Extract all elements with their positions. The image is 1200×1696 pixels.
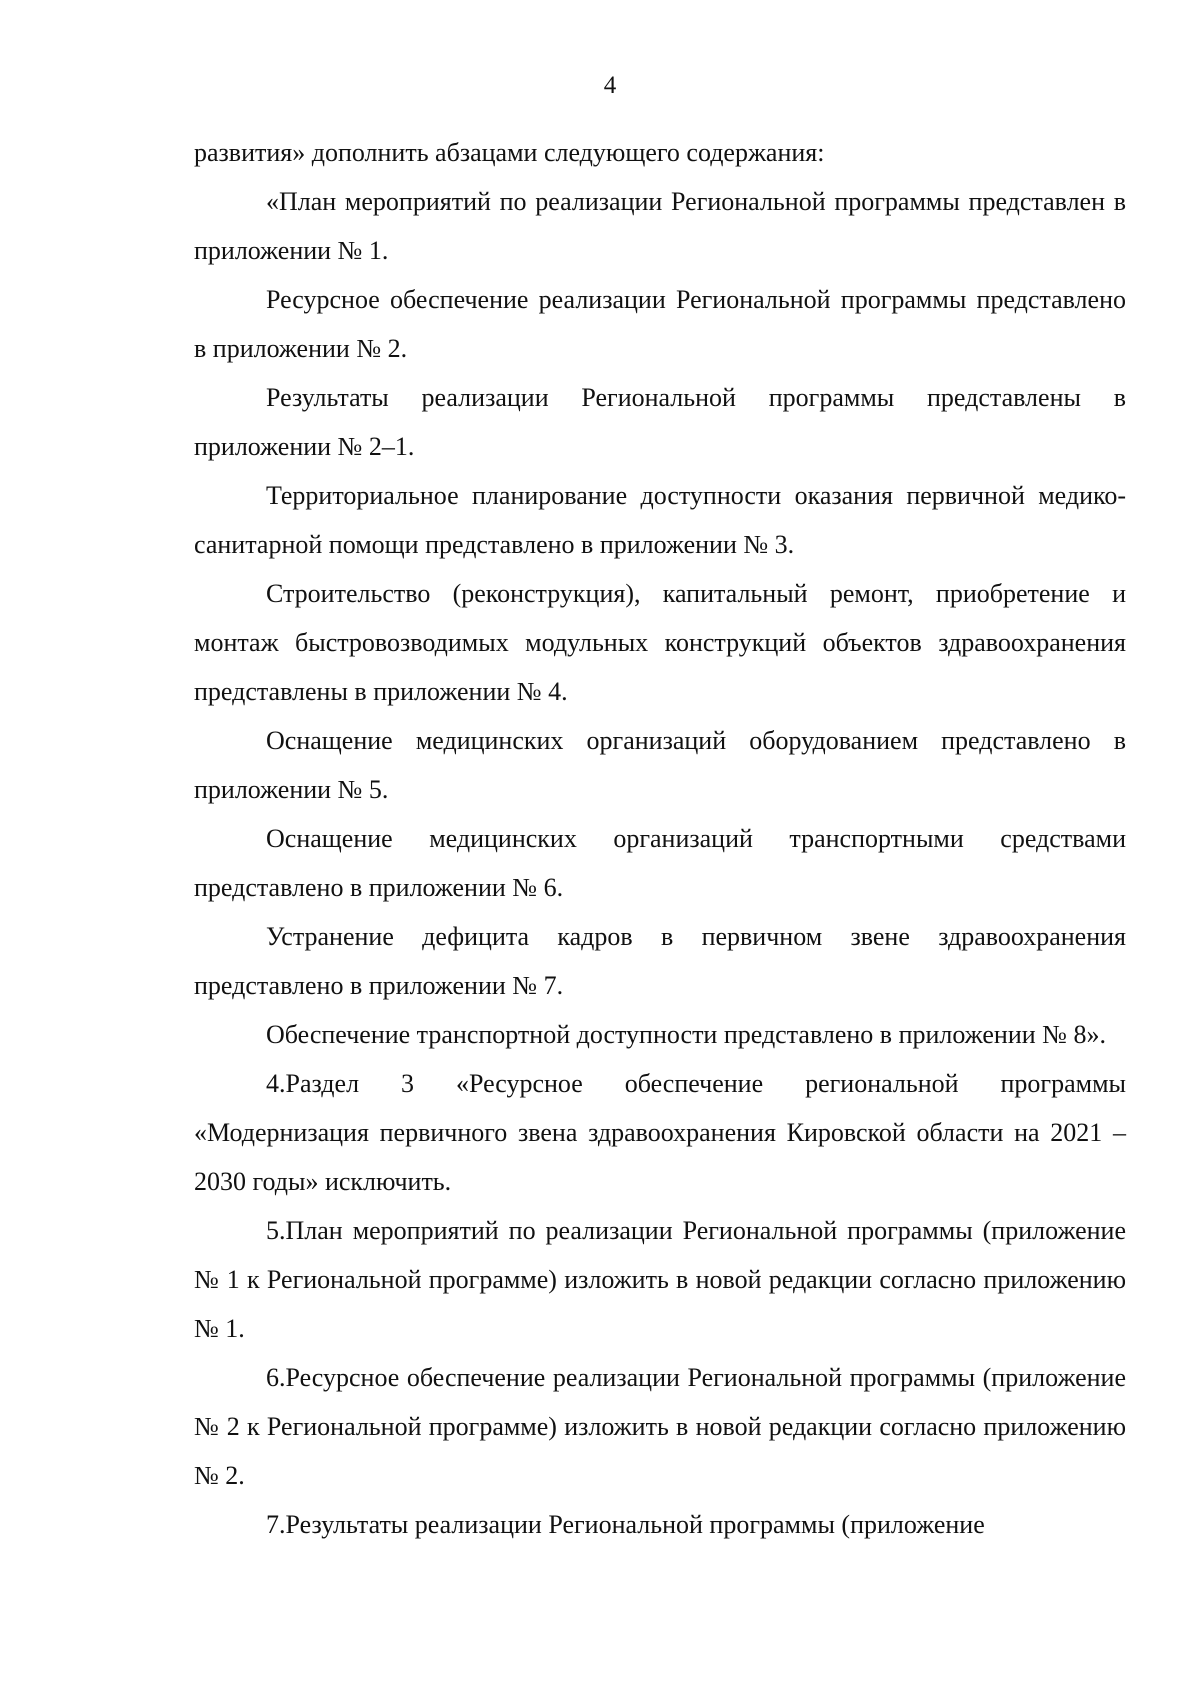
list-item [194,1500,1126,1549]
list-item-text: Результаты реализации Региональной программы (приложение [285,1510,985,1539]
paragraph-vehicles: Оснащение медицинских организаций транспортными средствами представлено в приложении № 6. [194,824,1126,902]
list-item-text: План мероприятий по реализации Региональной программы (приложение № 1 к Региональной программе) изложить в новой редакции согласно приложению № 1. [194,1216,1126,1343]
page-number: 4 [603,72,617,99]
list-item-text: Ресурсное обеспечение реализации Региональной программы (приложение № 2 к Региональной программе) изложить в новой редакции согласно приложению № 2. [194,1363,1126,1490]
list-item-text: Раздел 3 «Ресурсное обеспечение региональной программы «Модернизация первичного звена здравоохранения Кировской области на 2021 – 2030 годы» исключить. [194,1069,1126,1196]
paragraph-construction: Строительство (реконструкция), капитальный ремонт, приобретение и монтаж быстровозводимых модульных конструкций объектов здравоохранения представлены в приложении № 4. [194,579,1126,706]
paragraph-staffing: Устранение дефицита кадров в первичном звене здравоохранения представлено в приложении № 7. [194,922,1126,1000]
paragraph-plan: «План мероприятий по реализации Региональной программы представлен в приложении № 1. [194,187,1126,265]
document-body [194,128,1126,1549]
paragraph-equipment: Оснащение медицинских организаций оборудованием представлено в приложении № 5. [194,726,1126,804]
paragraph-continuation: развития» дополнить абзацами следующего содержания: [194,138,825,167]
list-item-number: 4. [266,1069,286,1098]
paragraph-resources: Ресурсное обеспечение реализации Региональной программы представлено в приложении № 2. [194,285,1126,363]
list-item [194,1353,1126,1500]
paragraph-territorial-planning: Территориальное планирование доступности оказания первичной медико-санитарной помощи представлено в приложении № 3. [194,481,1126,559]
paragraph-results: Результаты реализации Региональной программы представлены в приложении № 2–1. [194,383,1126,461]
list-item-number: 6. [266,1363,286,1392]
paragraph-transport-access: Обеспечение транспортной доступности представлено в приложении № 8». [266,1020,1106,1049]
list-item [194,1059,1126,1206]
list-item [194,1206,1126,1353]
list-item-number: 5. [266,1216,286,1245]
list-item-number: 7. [266,1510,286,1539]
